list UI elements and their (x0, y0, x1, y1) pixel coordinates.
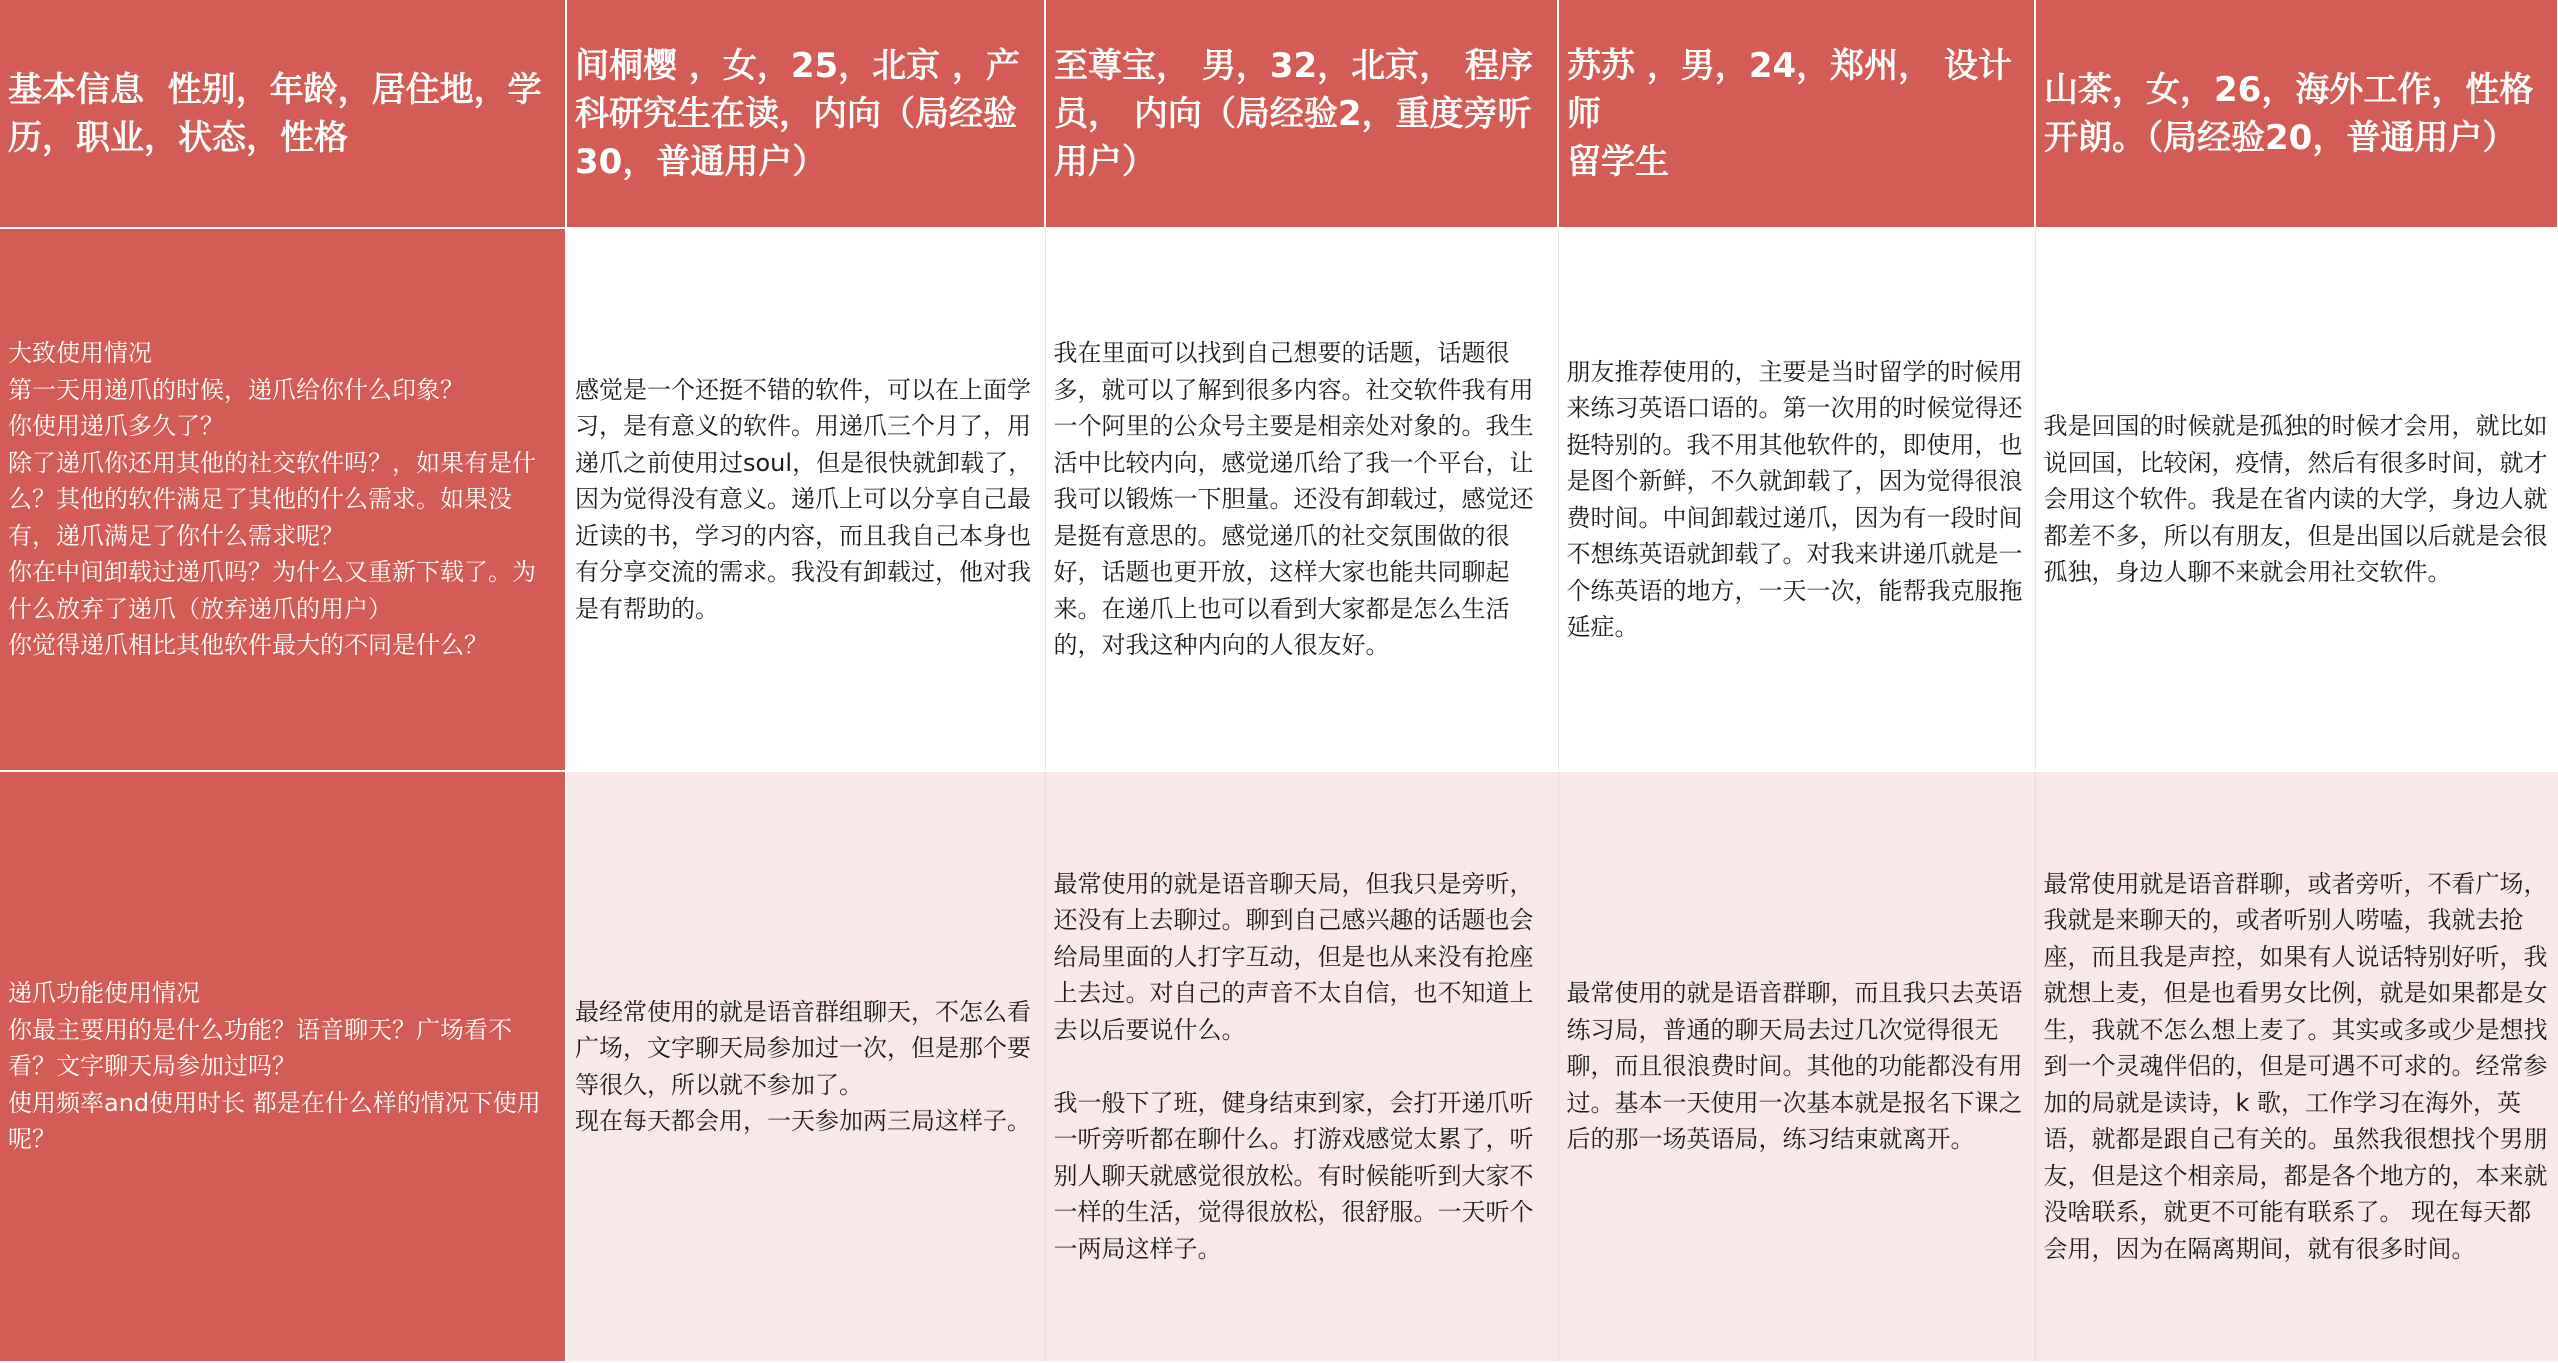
answer-cell-p1-general: 感觉是一个还挺不错的软件，可以在上面学习，是有意义的软件。用递爪三个月了，用递爪之前使用过soul，但是很快就卸载了，因为觉得没有意义。递爪上可以分享自己最近读的书，学习的内容，而且我自己本身也有分享交流的需求。我没有卸载过，他对我是有帮助的。 (566, 228, 1045, 771)
row-label-general-usage: 大致使用情况 第一天用递爪的时候，递爪给你什么印象？ 你使用递爪多久了？ 除了递爪你还用其他的社交软件吗？，如果有是什么？其他的软件满足了其他的什么需求。如果没有，递爪满足了你什么需求呢？ 你在中间卸载过递爪吗？为什么又重新下载了。为什么放弃了递爪（放弃递爪的用户） 你觉得递爪相比其他软件最大的不同是什么？ (0, 228, 566, 771)
table-row-feature-usage (0, 771, 2558, 1362)
header-row (0, 0, 2558, 228)
header-participant-1: 间桐樱 ，女，25，北京 ，产科研究生在读，内向（局经验30，普通用户） (566, 0, 1045, 228)
header-participant-4: 山茶，女，26，海外工作，性格开朗。（局经验20，普通用户） (2035, 0, 2558, 228)
answer-cell-p2-general: 我在里面可以找到自己想要的话题，话题很多，就可以了解到很多内容。社交软件我有用一个阿里的公众号主要是相亲处对象的。我生活中比较内向，感觉递爪给了我一个平台，让我可以锻炼一下胆量。还没有卸载过，感觉还是挺有意思的。感觉递爪的社交氛围做的很好，话题也更开放，这样大家也能共同聊起来。在递爪上也可以看到大家都是怎么生活的，对我这种内向的人很友好。 (1045, 228, 1558, 771)
row-label-feature-usage: 递爪功能使用情况 你最主要用的是什么功能？语音聊天？广场看不看？文字聊天局参加过吗？ 使用频率and使用时长 都是在什么样的情况下使用呢？ (0, 771, 566, 1362)
table-row-general-usage (0, 228, 2558, 771)
header-participant-2: 至尊宝， 男，32，北京， 程序员， 内向（局经验2，重度旁听用户） (1045, 0, 1558, 228)
answer-cell-p3-general: 朋友推荐使用的，主要是当时留学的时候用来练习英语口语的。第一次用的时候觉得还挺特别的。我不用其他软件的，即使用，也是图个新鲜，不久就卸载了，因为觉得很浪费时间。中间卸载过递爪，因为有一段时间不想练英语就卸载了。对我来讲递爪就是一个练英语的地方，一天一次，能帮我克服拖延症。 (1558, 228, 2035, 771)
answer-cell-p4-feature: 最常使用就是语音群聊，或者旁听，不看广场，我就是来聊天的，或者听别人唠嗑，我就去抢座，而且我是声控，如果有人说话特别好听，我就想上麦，但是也看男女比例，就是如果都是女生，我就不怎么想上麦了。其实或多或少是想找到一个灵魂伴侣的，但是可遇不可求的。经常参加的局就是读诗，k 歌，工作学习在海外，英语，就都是跟自己有关的。虽然我很想找个男朋友，但是这个相亲局，都是各个地方的，本来就没啥联系，就更不可能有联系了。 现在每天都会用，因为在隔离期间，就有很多时间。 (2035, 771, 2558, 1362)
answer-cell-p3-feature: 最常使用的就是语音群聊，而且我只去英语练习局，普通的聊天局去过几次觉得很无聊，而且很浪费时间。其他的功能都没有用过。基本一天使用一次基本就是报名下课之后的那一场英语局，练习结束就离开。 (1558, 771, 2035, 1362)
answer-cell-p2-feature: 最常使用的就是语音聊天局，但我只是旁听，还没有上去聊过。聊到自己感兴趣的话题也会给局里面的人打字互动，但是也从来没有抢座上去过。对自己的声音不太自信，也不知道上去以后要说什么。 我一般下了班，健身结束到家，会打开递爪听一听旁听都在聊什么。打游戏感觉太累了，听别人聊天就感觉很放松。有时候能听到大家不一样的生活，觉得很放松，很舒服。一天听个一两局这样子。 (1045, 771, 1558, 1362)
header-basic-info: 基本信息 性别，年龄，居住地，学历，职业，状态，性格 (0, 0, 566, 228)
answer-cell-p4-general: 我是回国的时候就是孤独的时候才会用，就比如说回国，比较闲，疫情，然后有很多时间，就才会用这个软件。我是在省内读的大学，身边人就都差不多，所以有朋友，但是出国以后就是会很孤独，身边人聊不来就会用社交软件。 (2035, 228, 2558, 771)
answer-cell-p1-feature: 最经常使用的就是语音群组聊天，不怎么看广场，文字聊天局参加过一次，但是那个要等很久，所以就不参加了。 现在每天都会用，一天参加两三局这样子。 (566, 771, 1045, 1362)
header-participant-3: 苏苏 ，男，24，郑州， 设计师 留学生 (1558, 0, 2035, 228)
